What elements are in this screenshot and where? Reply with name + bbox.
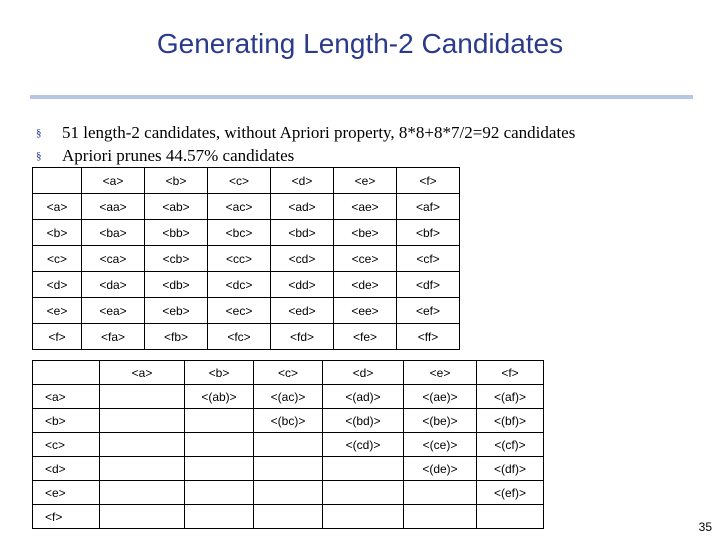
column-header: <b> bbox=[145, 168, 208, 194]
table-row bbox=[33, 433, 544, 457]
table-cell: <fb> bbox=[145, 324, 208, 350]
square-bullet-icon: § bbox=[36, 127, 42, 139]
table-cell: <ab> bbox=[145, 194, 208, 220]
header-row bbox=[33, 361, 544, 385]
table-row bbox=[33, 298, 460, 324]
table-cell: <(ce)> bbox=[404, 433, 477, 457]
table-cell bbox=[254, 481, 323, 505]
row-header: <b> bbox=[33, 220, 82, 246]
column-header: <a> bbox=[100, 361, 185, 385]
row-header: <d> bbox=[33, 457, 100, 481]
column-header: <f> bbox=[477, 361, 544, 385]
table-row bbox=[33, 194, 460, 220]
table-cell: <(af)> bbox=[477, 385, 544, 409]
slide-title: Generating Length-2 Candidates bbox=[156, 28, 564, 59]
table-cell: <(ad)> bbox=[323, 385, 404, 409]
row-header: <f> bbox=[33, 505, 100, 529]
table-cell: <(be)> bbox=[404, 409, 477, 433]
table-cell: <ff> bbox=[397, 324, 460, 350]
table-cell: <cf> bbox=[397, 246, 460, 272]
table-cell: <ae> bbox=[334, 194, 397, 220]
row-header: <d> bbox=[33, 272, 82, 298]
table-cell: <fa> bbox=[82, 324, 145, 350]
table-cell: <ea> bbox=[82, 298, 145, 324]
table-cell bbox=[185, 481, 254, 505]
table-row bbox=[33, 272, 460, 298]
table-cell: <fc> bbox=[208, 324, 271, 350]
table-cell: <(de)> bbox=[404, 457, 477, 481]
table-cell bbox=[477, 505, 544, 529]
bullet-list bbox=[36, 121, 575, 167]
table-cell bbox=[404, 481, 477, 505]
table-row bbox=[33, 246, 460, 272]
bullet-text: 51 length-2 candidates, without Apriori property, 8*8+8*7/2=92 candidates bbox=[62, 123, 576, 142]
square-bullet-icon: § bbox=[36, 150, 42, 162]
table-cell: <de> bbox=[334, 272, 397, 298]
table-cell: <cc> bbox=[208, 246, 271, 272]
table-cell: <(cd)> bbox=[323, 433, 404, 457]
column-header: <c> bbox=[208, 168, 271, 194]
row-header: <a> bbox=[33, 385, 100, 409]
table-cell bbox=[100, 433, 185, 457]
table-cell: <ee> bbox=[334, 298, 397, 324]
table-cell bbox=[323, 481, 404, 505]
table-cell bbox=[185, 409, 254, 433]
page-number: 35 bbox=[698, 520, 712, 534]
row-header: <f> bbox=[33, 324, 82, 350]
table-cell: <ec> bbox=[208, 298, 271, 324]
table-cell: <dc> bbox=[208, 272, 271, 298]
table-cell: <ad> bbox=[271, 194, 334, 220]
column-header: <f> bbox=[397, 168, 460, 194]
table-cell: <aa> bbox=[82, 194, 145, 220]
column-header bbox=[33, 361, 100, 385]
table-cell: <ba> bbox=[82, 220, 145, 246]
table-cell: <ce> bbox=[334, 246, 397, 272]
column-header: <c> bbox=[254, 361, 323, 385]
table-cell: <(ae)> bbox=[404, 385, 477, 409]
table-row bbox=[33, 220, 460, 246]
table-cell bbox=[254, 457, 323, 481]
table-cell: <(ab)> bbox=[185, 385, 254, 409]
row-header: <e> bbox=[33, 298, 82, 324]
column-header: <b> bbox=[185, 361, 254, 385]
bullet-item bbox=[36, 121, 575, 144]
table-cell: <(cf)> bbox=[477, 433, 544, 457]
table-cell bbox=[100, 457, 185, 481]
bullet-text: Apriori prunes 44.57% candidates bbox=[62, 146, 295, 165]
table-row bbox=[33, 505, 544, 529]
table-cell bbox=[185, 505, 254, 529]
table-cell: <ef> bbox=[397, 298, 460, 324]
table-cell: <(bf)> bbox=[477, 409, 544, 433]
table-cell: <ac> bbox=[208, 194, 271, 220]
sequence-candidates-table bbox=[32, 167, 460, 350]
table-row bbox=[33, 409, 544, 433]
table-cell: <(df)> bbox=[477, 457, 544, 481]
table-cell bbox=[323, 457, 404, 481]
table-cell: <da> bbox=[82, 272, 145, 298]
table-row bbox=[33, 324, 460, 350]
table-cell: <fe> bbox=[334, 324, 397, 350]
table-cell: <cb> bbox=[145, 246, 208, 272]
table-cell: <fd> bbox=[271, 324, 334, 350]
table-cell bbox=[254, 433, 323, 457]
table-cell: <cd> bbox=[271, 246, 334, 272]
column-header: <e> bbox=[404, 361, 477, 385]
table-cell bbox=[254, 505, 323, 529]
table-cell bbox=[100, 385, 185, 409]
table-cell: <bc> bbox=[208, 220, 271, 246]
row-header: <e> bbox=[33, 481, 100, 505]
table-cell: <db> bbox=[145, 272, 208, 298]
table-cell: <bf> bbox=[397, 220, 460, 246]
table-row bbox=[33, 385, 544, 409]
table-cell: <df> bbox=[397, 272, 460, 298]
column-header bbox=[33, 168, 82, 194]
table-cell: <bd> bbox=[271, 220, 334, 246]
table-cell bbox=[185, 433, 254, 457]
itemset-candidates-table bbox=[32, 360, 544, 529]
table-cell: <dd> bbox=[271, 272, 334, 298]
table-cell bbox=[404, 505, 477, 529]
table-cell: <ed> bbox=[271, 298, 334, 324]
table-cell bbox=[100, 409, 185, 433]
table-cell: <(ac)> bbox=[254, 385, 323, 409]
column-header: <a> bbox=[82, 168, 145, 194]
table-cell: <af> bbox=[397, 194, 460, 220]
table-cell bbox=[185, 457, 254, 481]
bullet-item bbox=[36, 144, 575, 167]
table-cell: <(ef)> bbox=[477, 481, 544, 505]
column-header: <d> bbox=[323, 361, 404, 385]
table-cell bbox=[100, 505, 185, 529]
table-cell: <be> bbox=[334, 220, 397, 246]
row-header: <a> bbox=[33, 194, 82, 220]
title-divider bbox=[30, 95, 693, 99]
table-row bbox=[33, 457, 544, 481]
table-cell bbox=[323, 505, 404, 529]
table-cell: <bb> bbox=[145, 220, 208, 246]
table-cell: <eb> bbox=[145, 298, 208, 324]
row-header: <b> bbox=[33, 409, 100, 433]
column-header: <d> bbox=[271, 168, 334, 194]
table-row bbox=[33, 481, 544, 505]
table-cell: <ca> bbox=[82, 246, 145, 272]
table-cell: <(bd)> bbox=[323, 409, 404, 433]
table-cell bbox=[100, 481, 185, 505]
column-header: <e> bbox=[334, 168, 397, 194]
table-cell: <(bc)> bbox=[254, 409, 323, 433]
row-header: <c> bbox=[33, 246, 82, 272]
header-row bbox=[33, 168, 460, 194]
row-header: <c> bbox=[33, 433, 100, 457]
